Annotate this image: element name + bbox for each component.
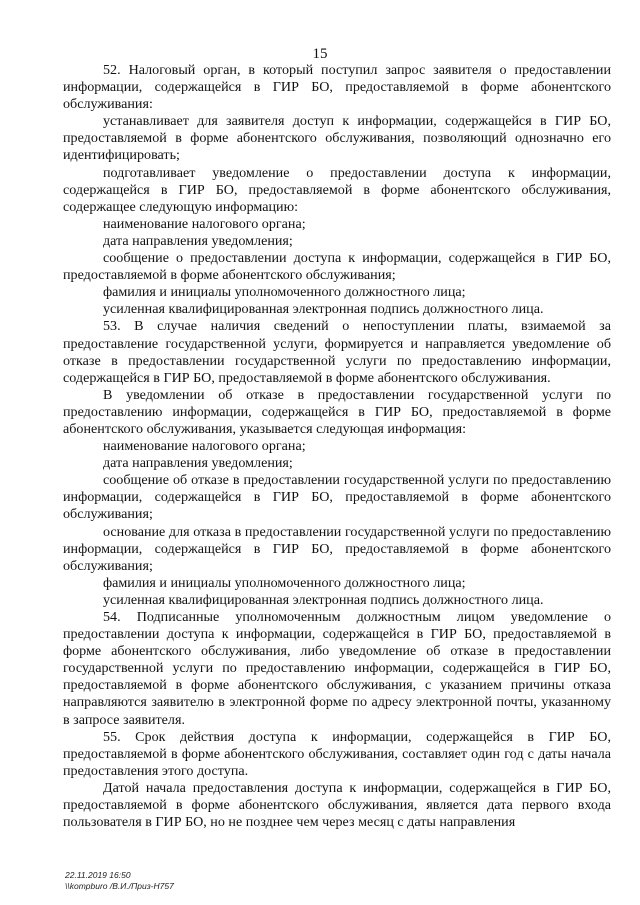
paragraph-item: дата направления уведомления; [103,455,293,472]
paragraph-item: устанавливает для заявителя доступ к информации, содержащейся в ГИР БО, предоставляемой в форме абонентского обслуживания, позволяющий однозначно его идентифицировать; [63,113,611,164]
footer [65,870,174,891]
paragraph-item: основание для отказа в предоставлении государственной услуги по предоставлению информации, содержащейся в ГИР БО, предоставляемой в форме абонентского обслуживания; [63,523,611,574]
paragraph-item: усиленная квалифицированная электронная подпись должностного лица. [103,591,544,608]
paragraph-item: наименование налогового органа; [103,215,306,232]
paragraph-52: 52. Налоговый орган, в который поступил запрос заявителя о предоставлении информации, содержащейся в ГИР БО, предоставляемой в форме абонентского обслуживания: [63,62,611,113]
paragraph-item: подготавливает уведомление о предоставлении доступа к информации, содержащейся в ГИР БО, предоставляемой в форме абонентского обслуживания, содержащее следующую информацию: [63,164,611,215]
footer-timestamp: 22.11.2019 16:50 [65,870,131,880]
paragraph-item: усиленная квалифицированная электронная подпись должностного лица. [103,301,544,318]
paragraph-item: В уведомлении об отказе в предоставлении государственной услуги по предоставлению информации, содержащейся в ГИР БО, предоставляемой в форме абонентского обслуживания, указывается следующая информация: [63,386,611,437]
paragraph-item: Датой начала предоставления доступа к информации, содержащейся в ГИР БО, предоставляемой в форме абонентского обслуживания, является дата первого входа пользователя в ГИР БО, но не позднее чем через месяц с даты направления [63,779,611,831]
paragraph-item: наименование налогового органа; [103,438,306,455]
paragraph-item: сообщение об отказе в предоставлении государственной услуги по предоставлению информации, содержащейся в ГИР БО, предоставляемой в форме абонентского обслуживания; [63,472,611,523]
document-body [63,62,611,831]
page-number: 15 [312,46,328,62]
paragraph-54: 54. Подписанные уполномоченным должностным лицом уведомление о предоставлении доступа к информации, содержащейся в ГИР БО, предоставляемой в форме абонентского обслуживания, либо уведомление об отказе в предоставлении государственной услуги по предоставлению информации, содержащейся в ГИР БО, предоставляемой в форме абонентского обслуживания, с указанием причины отказа направляются заявителю в электронной форме по адресу электронной почты, указанному в запросе заявителя. [63,609,611,728]
paragraph-item: фамилия и инициалы уполномоченного должностного лица; [103,284,466,301]
paragraph-55: 55. Срок действия доступа к информации, содержащейся в ГИР БО, предоставляемой в форме абонентского обслуживания, составляет один год с даты начала предоставления этого доступа. [63,728,611,779]
paragraph-item: дата направления уведомления; [103,232,293,249]
paragraph-item: фамилия и инициалы уполномоченного должностного лица; [103,574,466,591]
paragraph-53: 53. В случае наличия сведений о непоступлении платы, взимаемой за предоставление государственной услуги, формируется и направляется уведомление об отказе в предоставлении государственной услуги по предоставлению информации, содержащейся в ГИР БО, предоставляемой в форме абонентского обслуживания. [63,318,611,386]
paragraph-item: сообщение о предоставлении доступа к информации, содержащейся в ГИР БО, предоставляемой в форме абонентского обслуживания; [63,250,611,284]
footer-file-path: \\kompburo /В.И./Приз-Н757 [65,880,174,891]
